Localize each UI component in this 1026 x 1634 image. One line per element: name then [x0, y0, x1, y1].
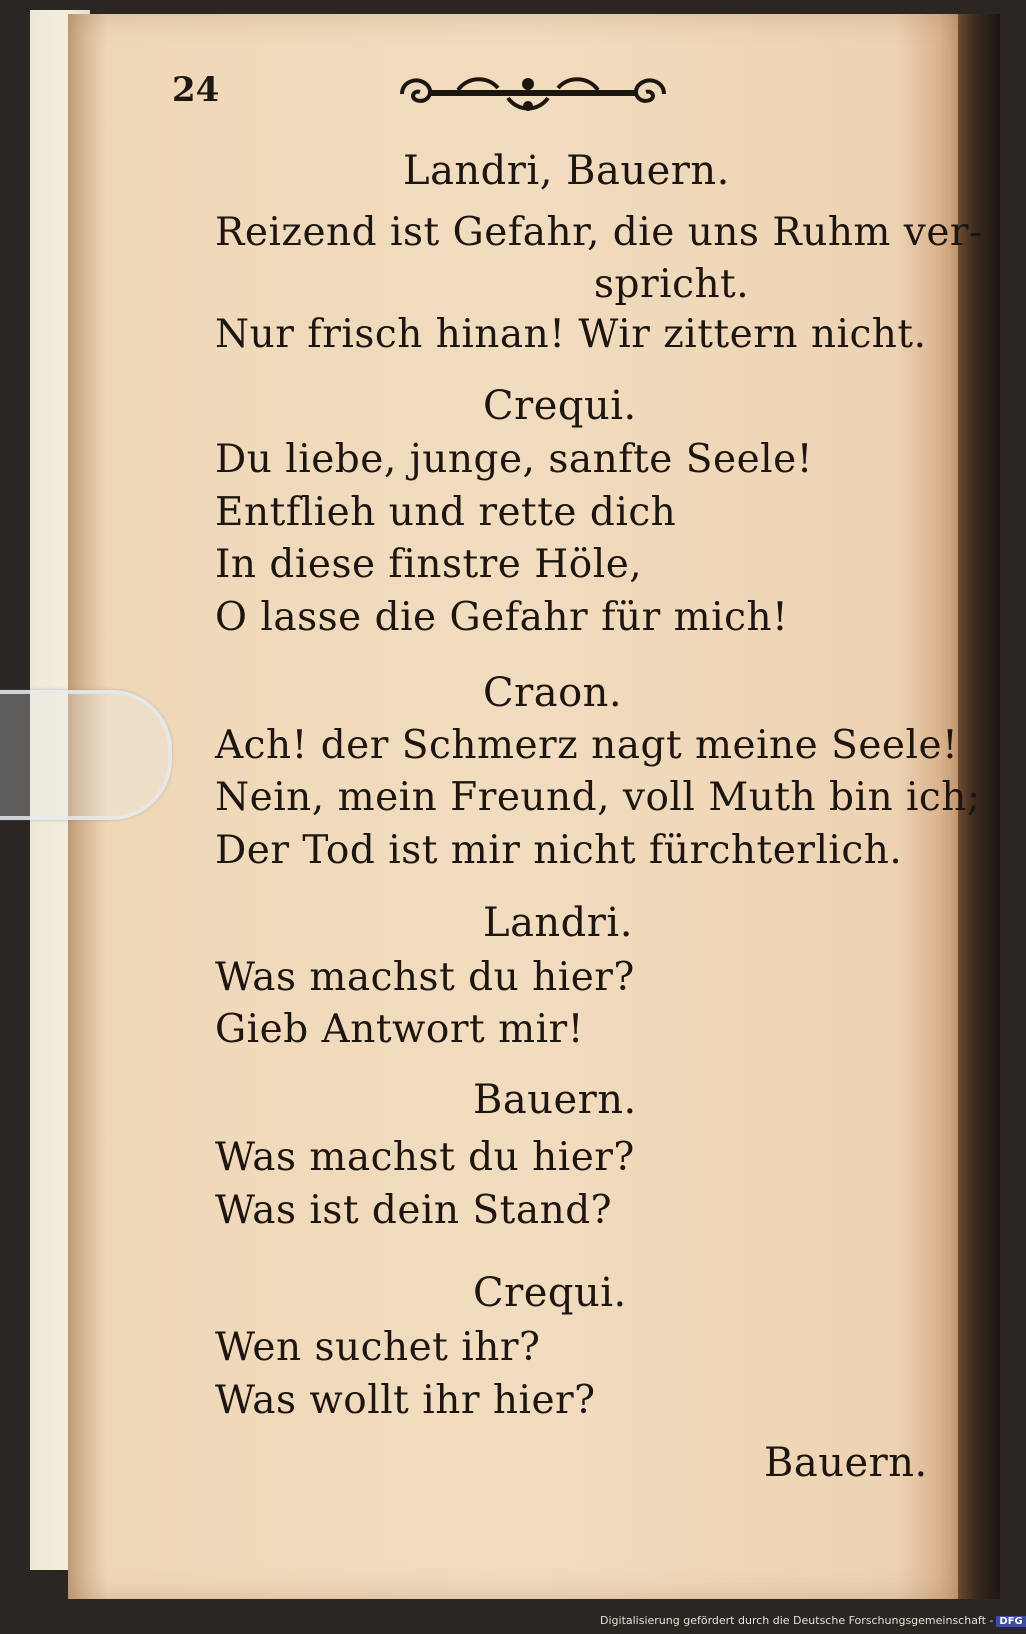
verse-line: Was wollt ihr hier? [215, 1378, 596, 1423]
catchword: Bauern. [764, 1440, 928, 1486]
credit-text: Digitalisierung gefördert durch die Deutsche Forschungsgemeinschaft - [600, 1614, 994, 1627]
verse-line: Reizend ist Gefahr, die uns Ruhm ver- [215, 210, 983, 255]
verse-line: Was machst du hier? [215, 955, 635, 1000]
verse-line: In diese finstre Höle, [215, 542, 643, 587]
speaker-name: Landri, Bauern. [403, 148, 730, 194]
verse-line: Ach! der Schmerz nagt meine Seele! [215, 723, 959, 768]
dfg-logo: DFG [996, 1616, 1025, 1627]
digitization-credit [600, 1614, 1026, 1627]
headpiece-ornament [398, 70, 668, 118]
verse-line: Nur frisch hinan! Wir zittern nicht. [215, 312, 927, 357]
verse-line: Du liebe, junge, sanfte Seele! [215, 437, 813, 482]
verse-line: spricht. [594, 262, 750, 307]
page-number: 24 [172, 70, 220, 110]
speaker-name: Crequi. [473, 1270, 627, 1316]
verse-line: Gieb Antwort mir! [215, 1007, 584, 1052]
verse-line: Nein, mein Freund, voll Muth bin ich; [215, 775, 981, 820]
verse-line: Der Tod ist mir nicht fürchterlich. [215, 828, 903, 873]
page-clip [0, 690, 172, 820]
verse-line: Entflieh und rette dich [215, 490, 677, 535]
verse-line: Was ist dein Stand? [215, 1188, 613, 1233]
speaker-name: Landri. [483, 900, 633, 946]
verse-line: Wen suchet ihr? [215, 1325, 541, 1370]
verse-line: O lasse die Gefahr für mich! [215, 595, 789, 640]
verse-line: Was machst du hier? [215, 1135, 635, 1180]
speaker-name: Crequi. [483, 383, 637, 429]
speaker-name: Craon. [483, 670, 623, 716]
speaker-name: Bauern. [473, 1077, 637, 1123]
